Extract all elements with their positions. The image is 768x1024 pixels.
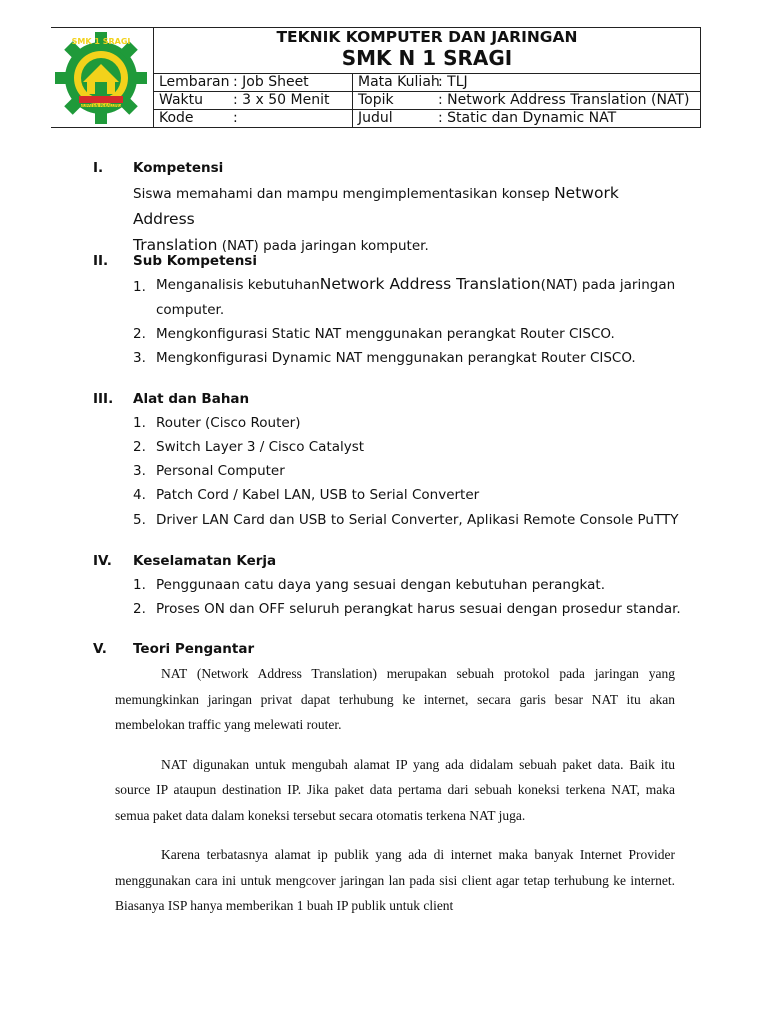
- theory-paragraph: NAT digunakan untuk mengubah alamat IP yang ada didalam sebuah paket data. Baik itu source IP ataupun destination IP. Jika paket data pertama dari sebuah koneksi terkena NAT, maka semua paket data dalam koneksi tersebut secara otomatis terkena NAT juga.: [115, 756, 675, 823]
- list-item: Personal Computer: [156, 463, 285, 479]
- para-emph: Translation: [133, 236, 218, 254]
- section-number: II.: [93, 253, 109, 269]
- section-title: Alat dan Bahan: [133, 391, 250, 407]
- school-name: SMK N 1 SRAGI: [341, 46, 513, 70]
- list-item-emph: Network Address Translation: [319, 275, 541, 293]
- section-number: I.: [93, 160, 104, 176]
- list-number: 5.: [133, 512, 146, 528]
- cell-value: : Static dan Dynamic NAT: [438, 110, 617, 126]
- cell-label: Waktu: [159, 92, 203, 108]
- cell-label: Mata Kuliah: [358, 74, 440, 90]
- department-title: TEKNIK KOMPUTER DAN JARINGAN: [276, 28, 578, 46]
- cell-value: : Job Sheet: [233, 74, 309, 90]
- cell-label: Lembaran: [159, 74, 230, 90]
- list-item: Mengkonfigurasi Static NAT menggunakan perangkat Router CISCO.: [156, 326, 615, 342]
- list-number: 1.: [133, 415, 146, 431]
- section-number: IV.: [93, 553, 112, 569]
- list-item: Penggunaan catu daya yang sesuai dengan kebutuhan perangkat.: [156, 577, 605, 593]
- logo-text: SMK 1 SRAGI: [71, 37, 131, 46]
- list-item-text: Menganalisis kebutuhan: [156, 277, 320, 293]
- section-title: Kompetensi: [133, 160, 224, 176]
- kompetensi-paragraph: [133, 181, 673, 259]
- list-number: 1.: [133, 577, 146, 593]
- theory-paragraph: Karena terbatasnya alamat ip publik yang ada di internet maka banyak Internet Provider menggunakan cara ini untuk mengcover jaringan lan pada sisi client agar tetap terhubung ke internet. Biasanya ISP hanya memberikan 1 buah IP publik untuk client: [115, 847, 675, 913]
- list-number: 4.: [133, 487, 146, 503]
- list-item-text: (NAT) pada jaringan: [540, 277, 676, 293]
- list-number: 3.: [133, 350, 146, 366]
- list-item: [156, 275, 674, 293]
- list-number: 2.: [133, 439, 146, 455]
- list-item: Driver LAN Card dan USB to Serial Converter, Aplikasi Remote Console PuTTY: [156, 512, 679, 528]
- theory-text: [115, 661, 675, 919]
- list-number: 2.: [133, 326, 146, 342]
- list-item: Mengkonfigurasi Dynamic NAT menggunakan perangkat Router CISCO.: [156, 350, 636, 366]
- cell-value: : Network Address Translation (NAT): [438, 92, 690, 108]
- list-item-continuation: computer.: [156, 302, 225, 318]
- cell-value: : 3 x 50 Menit: [233, 92, 330, 108]
- list-item: Proses ON dan OFF seluruh perangkat harus sesuai dengan prosedur standar.: [156, 601, 681, 617]
- theory-paragraph: NAT (Network Address Translation) merupakan sebuah protokol pada jaringan yang memungkinkan jaringan privat dapat terhubung ke internet, secara garis besar NAT itu akan membelokan traffic yang melewati router.: [115, 666, 675, 732]
- list-item: Patch Cord / Kabel LAN, USB to Serial Converter: [156, 487, 480, 503]
- cell-value: : TLJ: [438, 74, 468, 90]
- section-title: Teori Pengantar: [133, 641, 255, 657]
- table-divider: [352, 73, 353, 128]
- list-item: Router (Cisco Router): [156, 415, 301, 431]
- para-text: (NAT) pada jaringan komputer.: [217, 238, 429, 254]
- cell-label: Judul: [358, 110, 393, 126]
- section-number: III.: [93, 391, 114, 407]
- logo-subtext: KABUPATEN PEKALONGAN: [74, 103, 128, 108]
- section-title: Keselamatan Kerja: [133, 553, 277, 569]
- cell-value: :: [233, 110, 238, 126]
- list-number: 3.: [133, 463, 146, 479]
- cell-label: Kode: [159, 110, 194, 126]
- list-number: 1.: [133, 279, 146, 295]
- list-number: 2.: [133, 601, 146, 617]
- para-text: Siswa memahami dan mampu mengimplementasikan konsep: [133, 186, 555, 202]
- section-title: Sub Kompetensi: [133, 253, 257, 269]
- para-emph: Network Address: [133, 184, 619, 228]
- section-number: V.: [93, 641, 107, 657]
- cell-label: Topik: [358, 92, 394, 108]
- list-item: Switch Layer 3 / Cisco Catalyst: [156, 439, 365, 455]
